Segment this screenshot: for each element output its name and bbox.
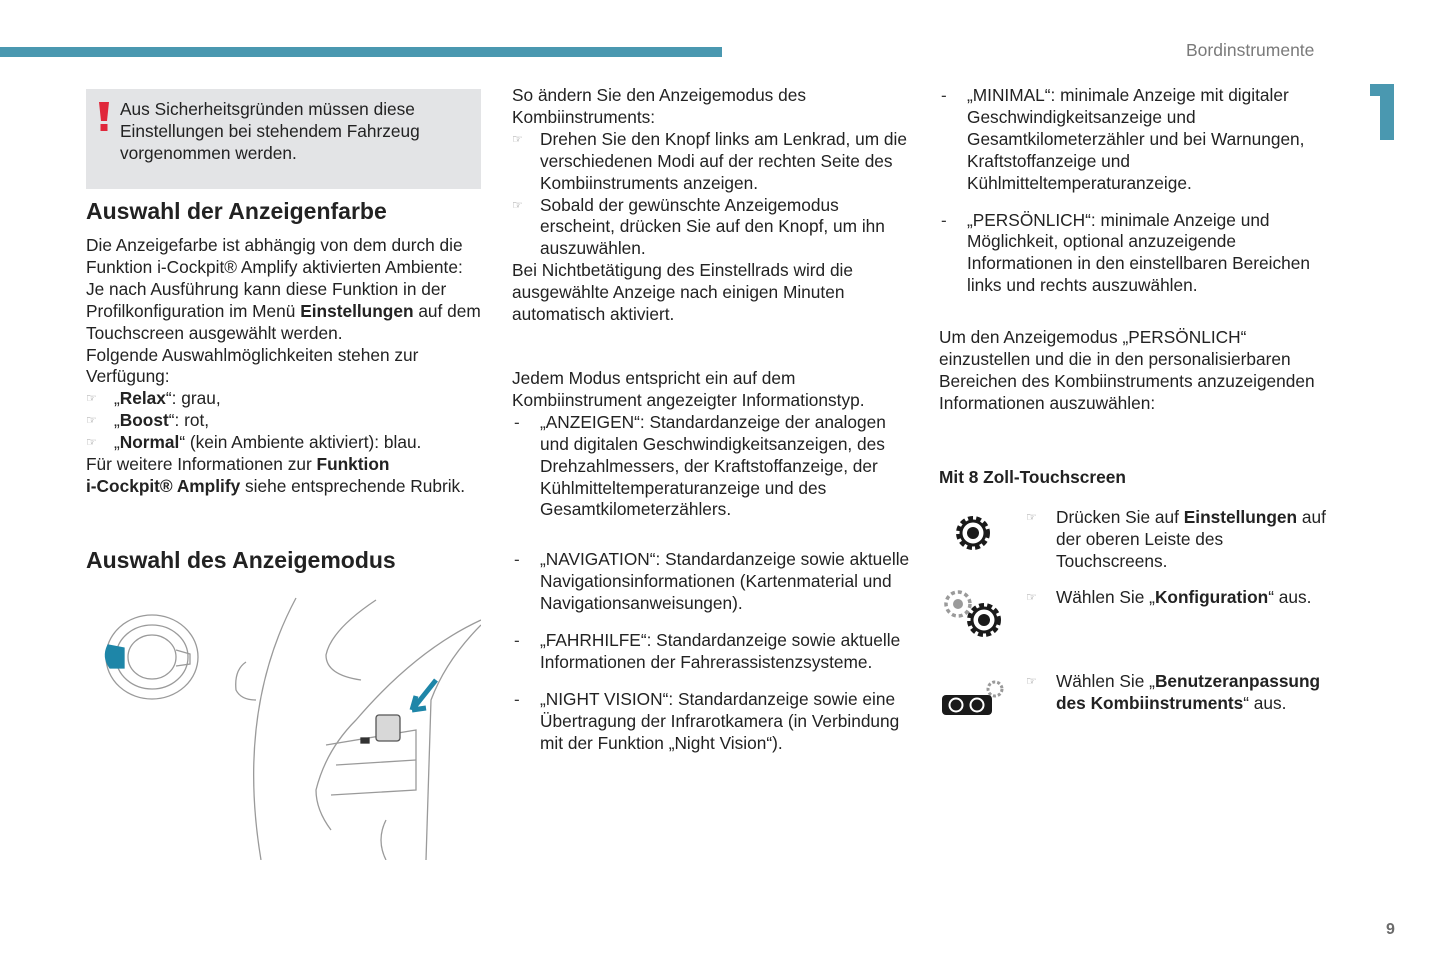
paragraph: Jedem Modus entspricht ein auf dem Kombiinstrument angezeigter Informationstyp. bbox=[512, 367, 865, 410]
pointing-hand-icon: ☞ bbox=[1026, 509, 1037, 524]
dash-marker: - bbox=[941, 210, 947, 230]
configuration-gears-icon bbox=[941, 587, 1007, 645]
mode-item bbox=[512, 630, 912, 674]
warning-text: Aus Sicherheitsgründen müssen diese Einstellungen bei stehendem Fahrzeug vorgenommen werden. bbox=[120, 99, 420, 163]
text: Drücken Sie auf bbox=[1056, 506, 1184, 527]
pointing-hand-icon: ☞ bbox=[86, 413, 97, 428]
steering-wheel-illustration bbox=[86, 590, 481, 860]
heading-display-mode: Auswahl des Anzeigemodus bbox=[86, 546, 396, 573]
menu-name: Einstellungen bbox=[300, 300, 414, 321]
text: „ bbox=[114, 410, 120, 431]
dash-marker: - bbox=[514, 631, 520, 651]
mode-text: „NIGHT VISION“: Standardanzeige sowie eine Übertragung der Infrarotkamera (in Verbindung mit der Funktion „Night Vision“). bbox=[540, 688, 900, 753]
mode-item bbox=[512, 689, 912, 755]
mode-item bbox=[939, 210, 1339, 298]
text: „ bbox=[114, 388, 120, 409]
pointing-hand-icon: ☞ bbox=[1026, 589, 1037, 604]
text: “: grau, bbox=[165, 388, 221, 409]
pointing-hand-icon: ☞ bbox=[1026, 673, 1037, 688]
mode-text: „PERSÖNLICH“: minimale Anzeige und Möglichkeit, optional anzuzeigende Informationen in den einstellbaren Bereichen links und rechts auszuwählen. bbox=[967, 209, 1310, 296]
column-right bbox=[939, 85, 1339, 715]
mode-item bbox=[512, 549, 912, 615]
option-name: Relax bbox=[119, 388, 166, 409]
text: i-Cockpit® Amplify bbox=[86, 475, 241, 496]
pointing-hand-icon: ☞ bbox=[512, 131, 523, 146]
menu-name: Konfiguration bbox=[1154, 586, 1269, 607]
text: Je nach Ausführung kann diese Funktion in der Profilkonfiguration im Menü bbox=[86, 278, 447, 321]
text: Funktion bbox=[316, 454, 390, 475]
text: auf dem Touchscreen ausgewählt werden. bbox=[86, 300, 481, 343]
pointing-hand-icon: ☞ bbox=[86, 391, 97, 406]
page-number: 9 bbox=[1386, 921, 1395, 938]
paragraph: Die Anzeigefarbe ist abhängig von dem durch die Funktion i-Cockpit® Amplify aktivierten Ambiente: bbox=[86, 235, 463, 277]
text: siehe entsprechende Rubrik. bbox=[240, 475, 465, 496]
list-item bbox=[86, 432, 481, 454]
text: Wählen Sie „ bbox=[1056, 670, 1155, 691]
text: “ (kein Ambiente aktiviert): blau. bbox=[179, 432, 422, 453]
text: auf der oberen Leiste des Touchscreens. bbox=[1056, 506, 1326, 571]
paragraph bbox=[86, 454, 481, 498]
menu-name: Benutzeranpassung des Kombiinstruments bbox=[1056, 670, 1321, 713]
pointing-hand-icon: ☞ bbox=[86, 435, 97, 450]
dash-marker: - bbox=[941, 86, 947, 105]
step-text: Sobald der gewünschte Anzeigemodus erscheint, drücken Sie auf den Knopf, um ihn auszuwählen. bbox=[540, 194, 885, 259]
list-item bbox=[512, 195, 912, 261]
header-accent-bar bbox=[0, 47, 722, 57]
paragraph bbox=[86, 279, 481, 345]
section-title: Bordinstrumente bbox=[1186, 40, 1315, 60]
mode-text: „FAHRHILFE“: Standardanzeige sowie aktuelle Informationen der Fahrerassistenzsysteme. bbox=[540, 630, 901, 672]
step-configuration bbox=[939, 587, 1339, 671]
paragraph: So ändern Sie den Anzeigemodus des Kombiinstruments: bbox=[512, 85, 806, 127]
steering-wheel-overview-icon bbox=[105, 615, 198, 699]
column-middle bbox=[512, 85, 912, 755]
mode-text: „MINIMAL“: minimale Anzeige mit digitaler Geschwindigkeitsanzeige und Gesamtkilometerzähler und bei Warnungen, Kraftstoffanzeige und Kühlmitteltemperaturanzeige. bbox=[967, 85, 1305, 193]
column-left bbox=[86, 89, 481, 866]
warning-box bbox=[86, 89, 481, 189]
exclamation-icon bbox=[98, 102, 110, 132]
text: „ bbox=[114, 432, 120, 453]
step-settings bbox=[939, 507, 1339, 587]
instrument-panel-customize-icon bbox=[941, 677, 1007, 719]
step-instrument-customization bbox=[939, 671, 1339, 715]
paragraph: Bei Nichtbetätigung des Einstellrads wird die ausgewählte Anzeige nach einigen Minuten automatisch aktiviert. bbox=[512, 260, 854, 325]
settings-gear-icon bbox=[953, 513, 993, 553]
text: Wählen Sie „ bbox=[1056, 586, 1155, 607]
step-text: Drehen Sie den Knopf links am Lenkrad, um die verschiedenen Modi auf der rechten Seite des Kombiinstruments anzeigen. bbox=[540, 128, 907, 193]
dash-marker: - bbox=[514, 689, 520, 709]
list-item bbox=[512, 129, 912, 195]
list-item bbox=[86, 388, 481, 410]
text: “ aus. bbox=[1268, 586, 1312, 607]
paragraph: Folgende Auswahlmöglichkeiten stehen zur Verfügung: bbox=[86, 344, 419, 387]
option-name: Boost bbox=[119, 410, 169, 431]
mode-item bbox=[512, 412, 912, 522]
chapter-number bbox=[1370, 84, 1394, 140]
text: Für weitere Informationen zur bbox=[86, 454, 317, 475]
paragraph: Um den Anzeigemodus „PERSÖNLICH“ einzustellen und die in den personalisierbaren Bereichen des Kombiinstruments anzuzeigenden Informationen auszuwählen: bbox=[939, 327, 1315, 413]
heading-display-color: Auswahl der Anzeigenfarbe bbox=[86, 198, 387, 224]
option-name: Normal bbox=[119, 432, 180, 453]
mode-item bbox=[939, 85, 1339, 195]
dash-marker: - bbox=[514, 550, 520, 570]
text: “: rot, bbox=[168, 410, 210, 431]
dash-marker: - bbox=[514, 412, 520, 432]
pointing-hand-icon: ☞ bbox=[512, 197, 523, 212]
menu-name: Einstellungen bbox=[1183, 506, 1298, 527]
subheading-touchscreen: Mit 8 Zoll-Touchscreen bbox=[939, 466, 1126, 487]
text: “ aus. bbox=[1243, 692, 1287, 713]
mode-text: „ANZEIGEN“: Standardanzeige der analogen und digitalen Geschwindigkeitsanzeigen, des Drehzahlmessers, der Kraftstoffanzeige, der Kühlmitteltemperaturanzeige und des Gesamtkilometerzählers. bbox=[540, 411, 886, 520]
list-item bbox=[86, 410, 481, 432]
mode-text: „NAVIGATION“: Standardanzeige sowie aktuelle Navigationsinformationen (Kartenmaterial und Navigationsanweisungen). bbox=[540, 549, 910, 614]
